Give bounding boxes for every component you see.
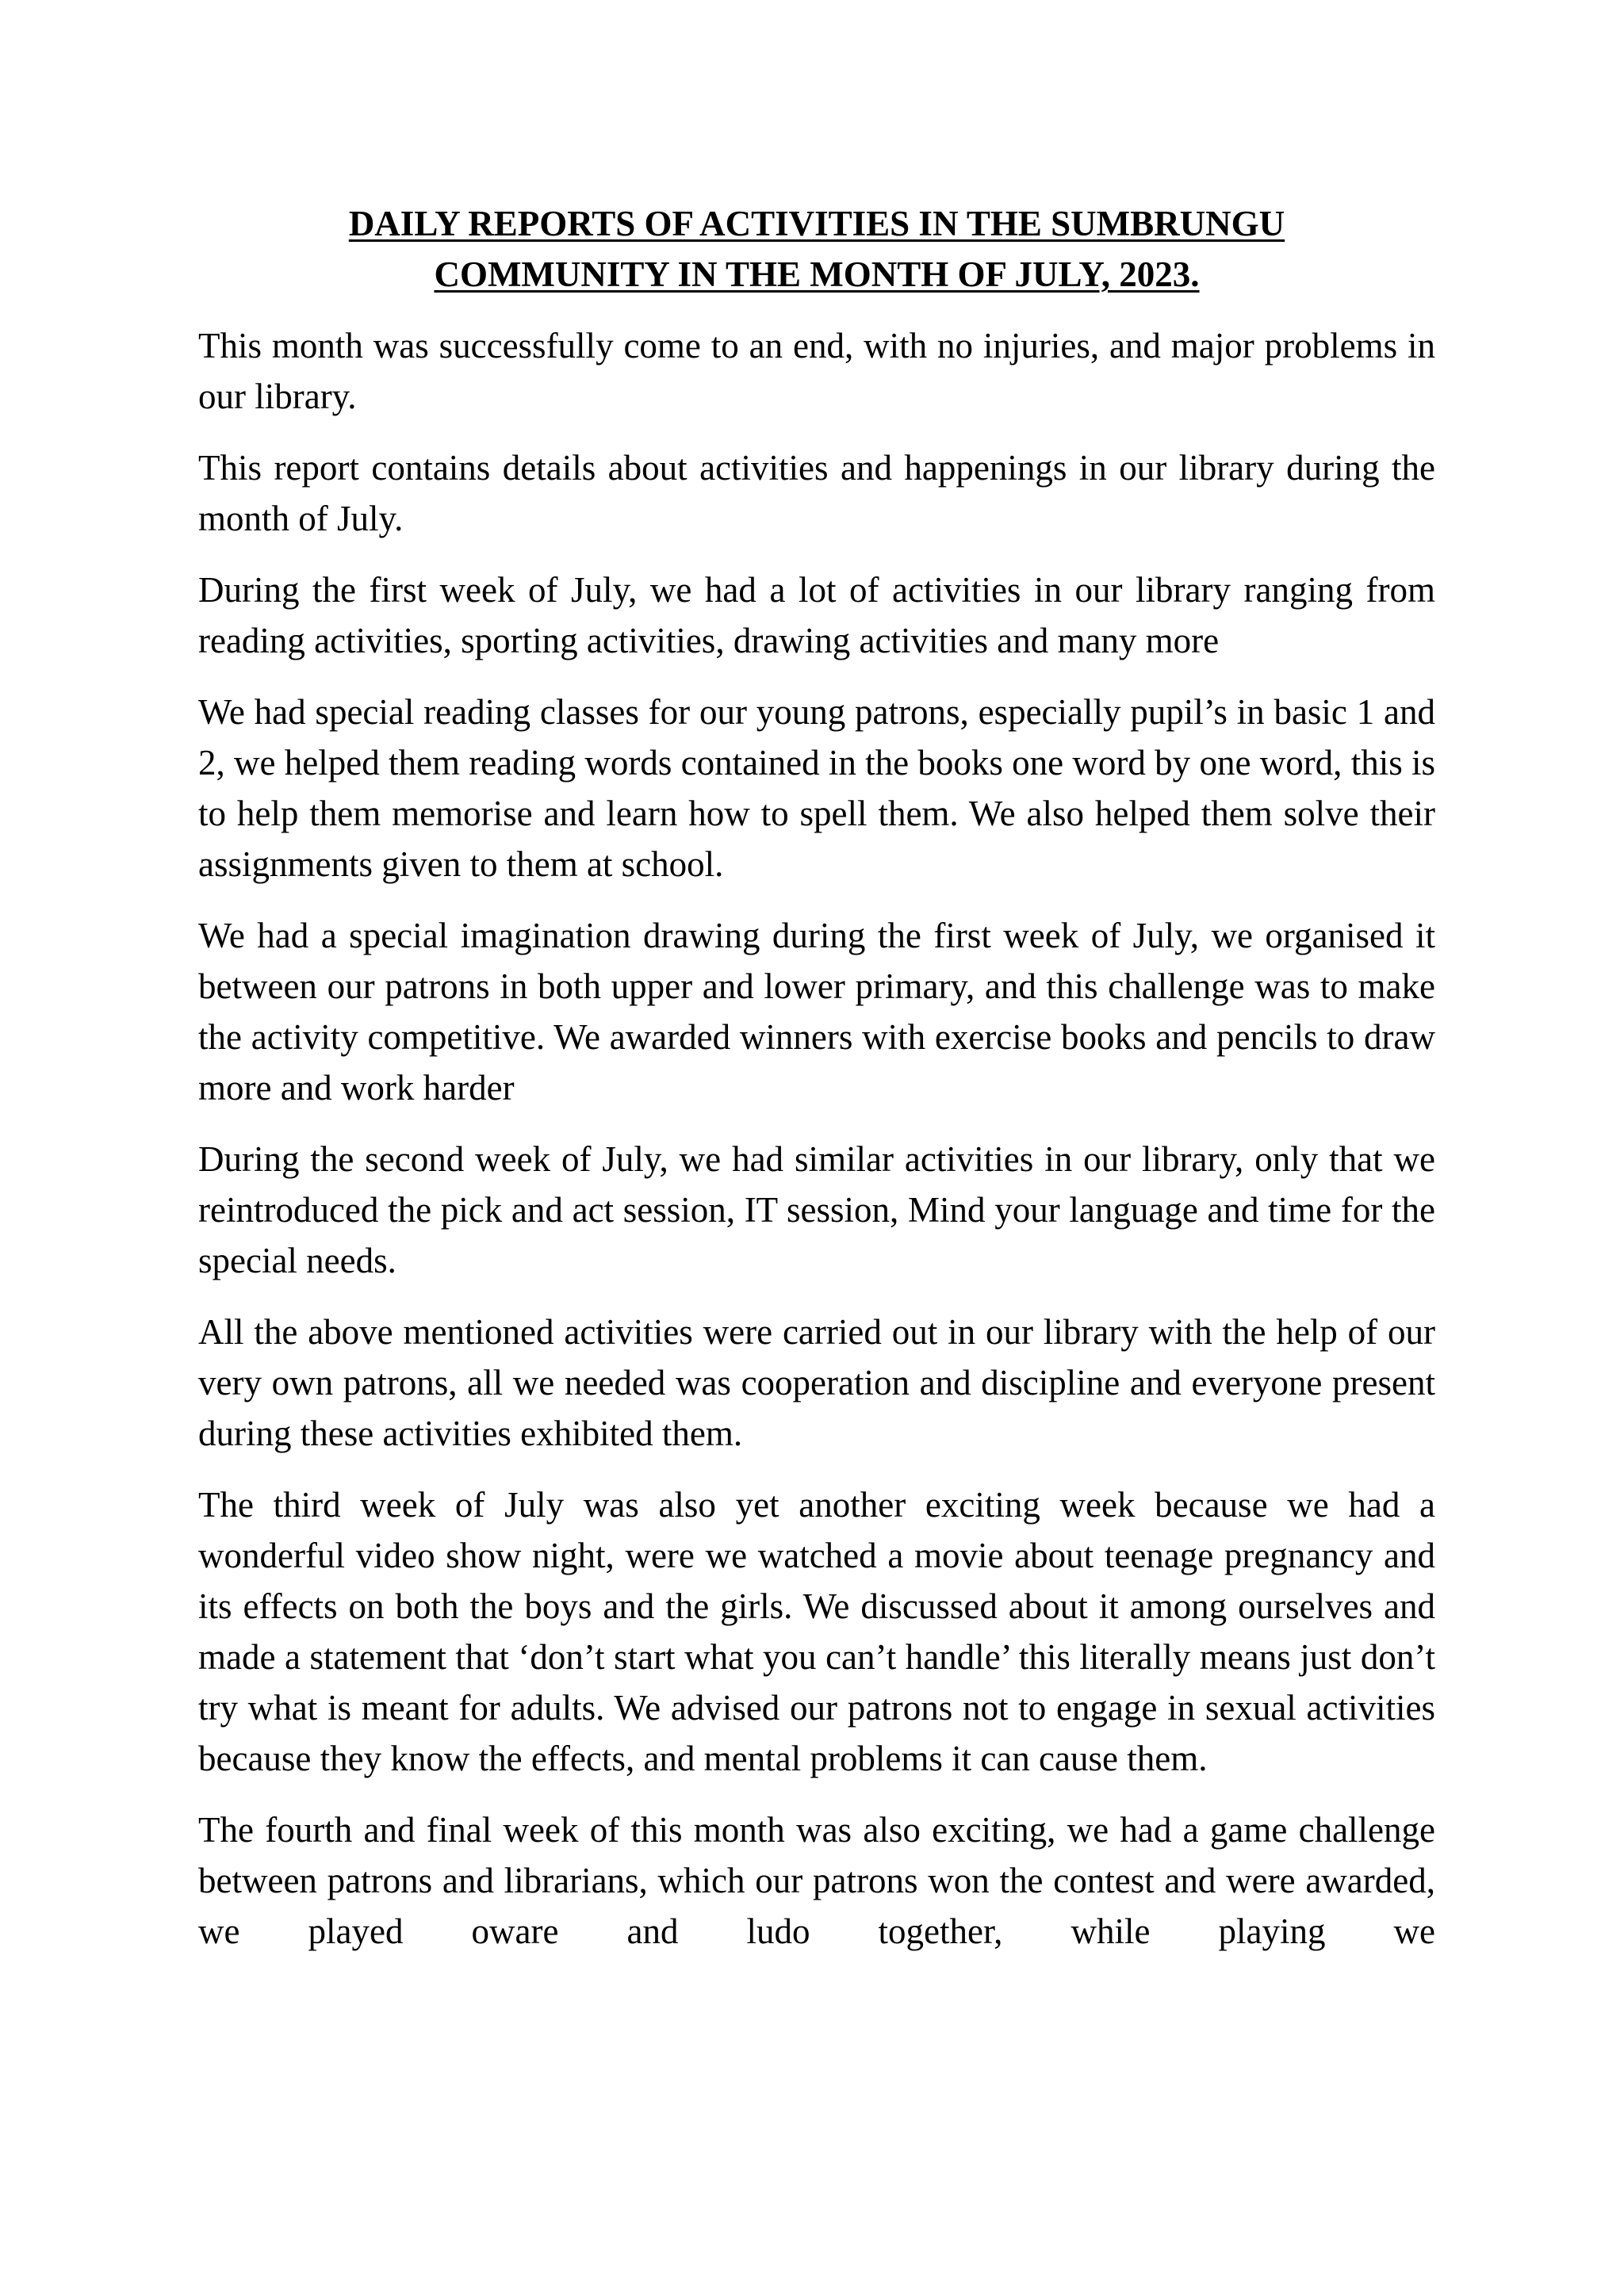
title-line-2: COMMUNITY IN THE MONTH OF JULY, 2023. bbox=[434, 254, 1200, 294]
paragraph-2: This report contains details about activities and happenings in our library during the month of July. bbox=[198, 448, 1435, 538]
paragraph-6: During the second week of July, we had similar activities in our library, only that we reintroduced the pick and act session, IT session, Mind your language and time for the special needs. bbox=[198, 1139, 1435, 1280]
document-body bbox=[198, 198, 1435, 1977]
document-title bbox=[198, 198, 1435, 300]
paragraph-1: This month was successfully come to an end, with no injuries, and major problems in our library. bbox=[198, 326, 1435, 416]
title-line-1: DAILY REPORTS OF ACTIVITIES IN THE SUMBRUNGU bbox=[348, 204, 1285, 243]
paragraph-8: The third week of July was also yet another exciting week because we had a wonderful video show night, were we watched a movie about teenage pregnancy and its effects on both the boys and the girls. We discussed about it among ourselves and made a statement that ‘don’t start what you can’t handle’ this literally means just don’t try what is meant for adults. We advised our patrons not to engage in sexual activities because they know the effects, and mental problems it can cause them. bbox=[198, 1485, 1435, 1778]
paragraph-5: We had a special imagination drawing during the first week of July, we organised it between our patrons in both upper and lower primary, and this challenge was to make the activity competitive. We awarded winners with exercise books and pencils to draw more and work harder bbox=[198, 916, 1435, 1108]
paragraph-9: The fourth and final week of this month was also exciting, we had a game challenge between patrons and librarians, which our patrons won the contest and were awarded, we played oware and ludo together, while playing we bbox=[198, 1810, 1435, 1951]
paragraph-7: All the above mentioned activities were carried out in our library with the help of our very own patrons, all we needed was cooperation and discipline and everyone present during these activities exhibited them. bbox=[198, 1312, 1435, 1453]
paragraph-4: We had special reading classes for our young patrons, especially pupil’s in basic 1 and 2, we helped them reading words contained in the books one word by one word, this is to help them memorise and learn how to spell them. We also helped them solve their assignments given to them at school. bbox=[198, 692, 1435, 884]
paragraph-3: During the first week of July, we had a lot of activities in our library ranging from reading activities, sporting activities, drawing activities and many more bbox=[198, 570, 1435, 660]
